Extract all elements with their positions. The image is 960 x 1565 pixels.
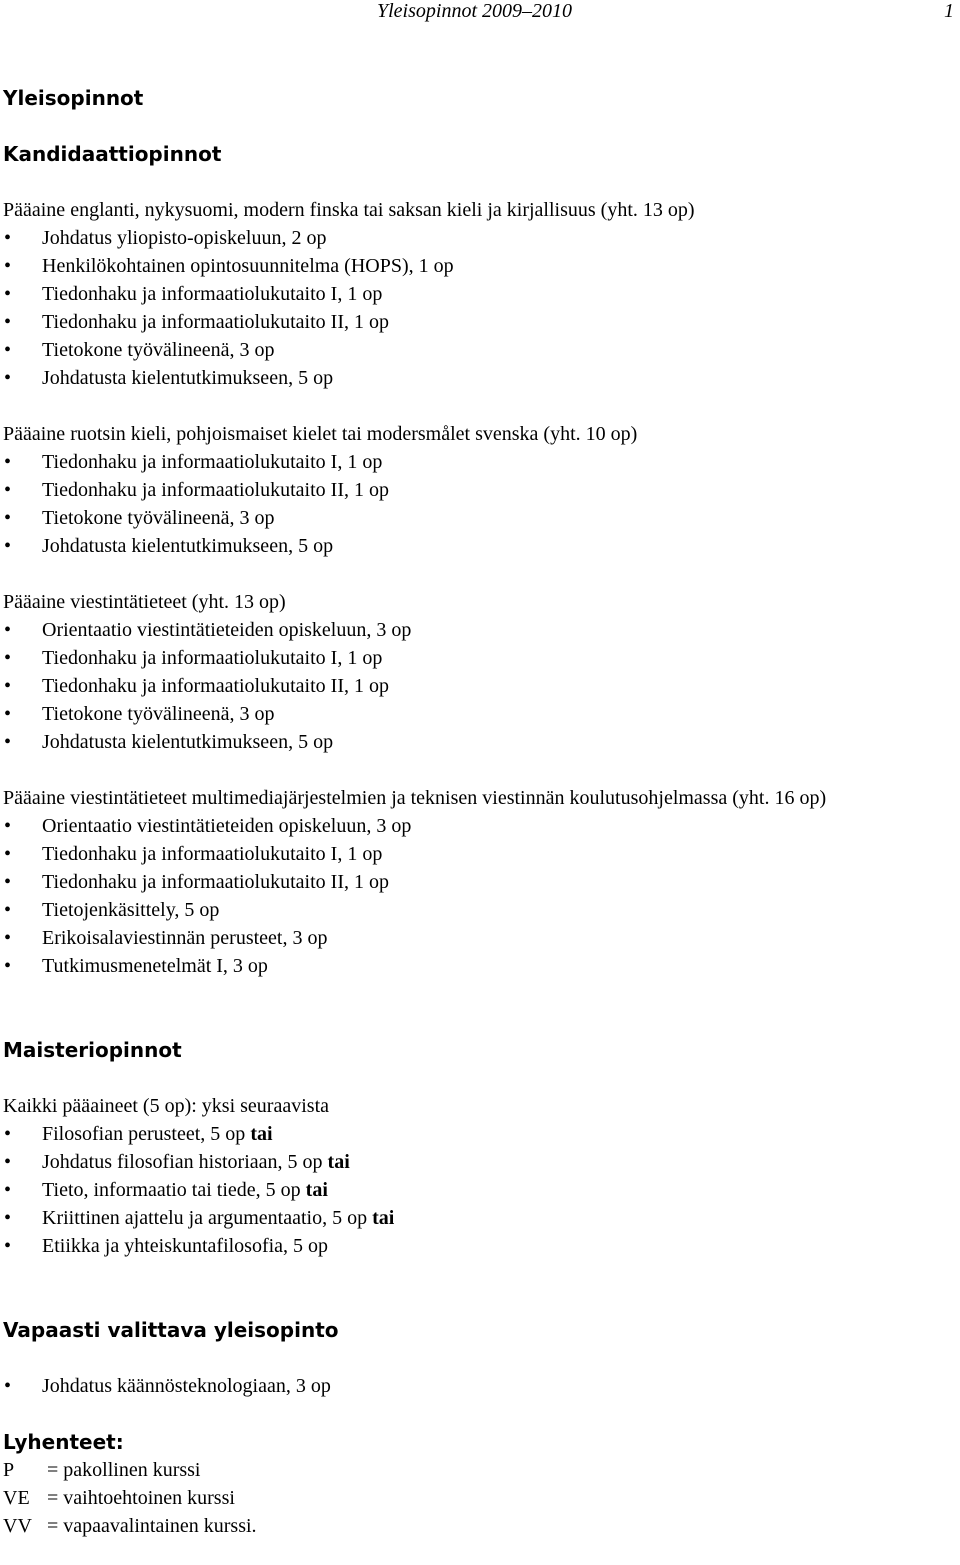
abbreviation-row: [3, 1456, 957, 1484]
or-keyword: tai: [305, 1179, 328, 1201]
abbreviation-value: = vaihtoehtoinen kurssi: [47, 1487, 235, 1509]
list-item: • Tiedonhaku ja informaatiolukutaito I, 1 op: [3, 840, 957, 868]
list-item: • Orientaatio viestintätieteiden opiskeluun, 3 op: [3, 812, 957, 840]
list-item: [3, 1204, 957, 1232]
running-header: [0, 0, 960, 24]
course-name: Tieto, informaatio tai tiede, 5 op: [42, 1179, 301, 1201]
section-heading-kandidaatti: Kandidaattiopinnot: [3, 142, 222, 166]
section-intro: Pääaine viestintätieteet multimediajärjestelmien ja teknisen viestinnän koulutusohjelmassa (yht. 16 op): [3, 787, 827, 809]
abbreviation-row: [3, 1512, 957, 1540]
list-item: • Tiedonhaku ja informaatiolukutaito II, 1 op: [3, 308, 957, 336]
list-item: • Johdatus yliopisto-opiskeluun, 2 op: [3, 224, 957, 252]
course-name: Etiikka ja yhteiskuntafilosofia, 5 op: [42, 1235, 329, 1257]
course-list: [3, 616, 957, 756]
abbreviation-key: VE: [3, 1487, 30, 1509]
list-item: • Tiedonhaku ja informaatiolukutaito I, 1 op: [3, 448, 957, 476]
list-item: • Tiedonhaku ja informaatiolukutaito II, 1 op: [3, 868, 957, 896]
or-keyword: tai: [372, 1207, 395, 1229]
list-item: • Tietokone työvälineenä, 3 op: [3, 504, 957, 532]
list-item: • Johdatusta kielentutkimukseen, 5 op: [3, 728, 957, 756]
list-item: • Tiedonhaku ja informaatiolukutaito I, 1 op: [3, 644, 957, 672]
abbreviation-key: VV: [3, 1515, 32, 1537]
course-list: [3, 448, 957, 560]
course-name: Filosofian perusteet, 5 op: [42, 1123, 246, 1145]
list-item: • Tietokone työvälineenä, 3 op: [3, 700, 957, 728]
list-item: [3, 1148, 957, 1176]
list-item: [3, 1176, 957, 1204]
list-item: • Tietojenkäsittely, 5 op: [3, 896, 957, 924]
list-item: [3, 1120, 957, 1148]
course-list: [3, 812, 957, 980]
section-intro: Pääaine ruotsin kieli, pohjoismaiset kielet tai modersmålet svenska (yht. 10 op): [3, 423, 638, 445]
abbreviation-value: = pakollinen kurssi: [47, 1459, 201, 1481]
abbreviations-heading: Lyhenteet:: [3, 1430, 124, 1454]
abbreviation-row: [3, 1484, 957, 1512]
document-body: [3, 84, 957, 1540]
section-heading-vapaa: Vapaasti valittava yleisopinto: [3, 1318, 339, 1342]
list-item: • Henkilökohtainen opintosuunnitelma (HOPS), 1 op: [3, 252, 957, 280]
list-item: [3, 1232, 957, 1260]
list-item: • Tiedonhaku ja informaatiolukutaito I, 1 op: [3, 280, 957, 308]
document-title: Yleisopinnot: [3, 86, 144, 110]
header-title: Yleisopinnot 2009–2010: [377, 0, 573, 22]
list-item: • Johdatusta kielentutkimukseen, 5 op: [3, 532, 957, 560]
course-list: [3, 1372, 957, 1400]
course-list: [3, 1120, 957, 1260]
or-keyword: tai: [327, 1151, 350, 1173]
list-item: • Tiedonhaku ja informaatiolukutaito II, 1 op: [3, 476, 957, 504]
list-item: • Johdatusta kielentutkimukseen, 5 op: [3, 364, 957, 392]
list-item: • Erikoisalaviestinnän perusteet, 3 op: [3, 924, 957, 952]
list-item: • Johdatus käännösteknologiaan, 3 op: [3, 1372, 957, 1400]
abbreviation-value: = vapaavalintainen kurssi.: [47, 1515, 257, 1537]
section-intro: Pääaine viestintätieteet (yht. 13 op): [3, 591, 286, 613]
page-number: 1: [944, 0, 954, 22]
course-list: [3, 224, 957, 392]
section-heading-maisteri: Maisteriopinnot: [3, 1038, 182, 1062]
list-item: • Tiedonhaku ja informaatiolukutaito II, 1 op: [3, 672, 957, 700]
section-intro: Kaikki pääaineet (5 op): yksi seuraavista: [3, 1095, 329, 1117]
list-item: • Tutkimusmenetelmät I, 3 op: [3, 952, 957, 980]
abbreviation-key: P: [3, 1459, 15, 1481]
course-name: Johdatus filosofian historiaan, 5 op: [42, 1151, 323, 1173]
course-name: Kriittinen ajattelu ja argumentaatio, 5 op: [42, 1207, 368, 1229]
list-item: • Orientaatio viestintätieteiden opiskeluun, 3 op: [3, 616, 957, 644]
or-keyword: tai: [250, 1123, 273, 1145]
section-intro: Pääaine englanti, nykysuomi, modern finska tai saksan kieli ja kirjallisuus (yht. 13 op): [3, 199, 695, 221]
list-item: • Tietokone työvälineenä, 3 op: [3, 336, 957, 364]
